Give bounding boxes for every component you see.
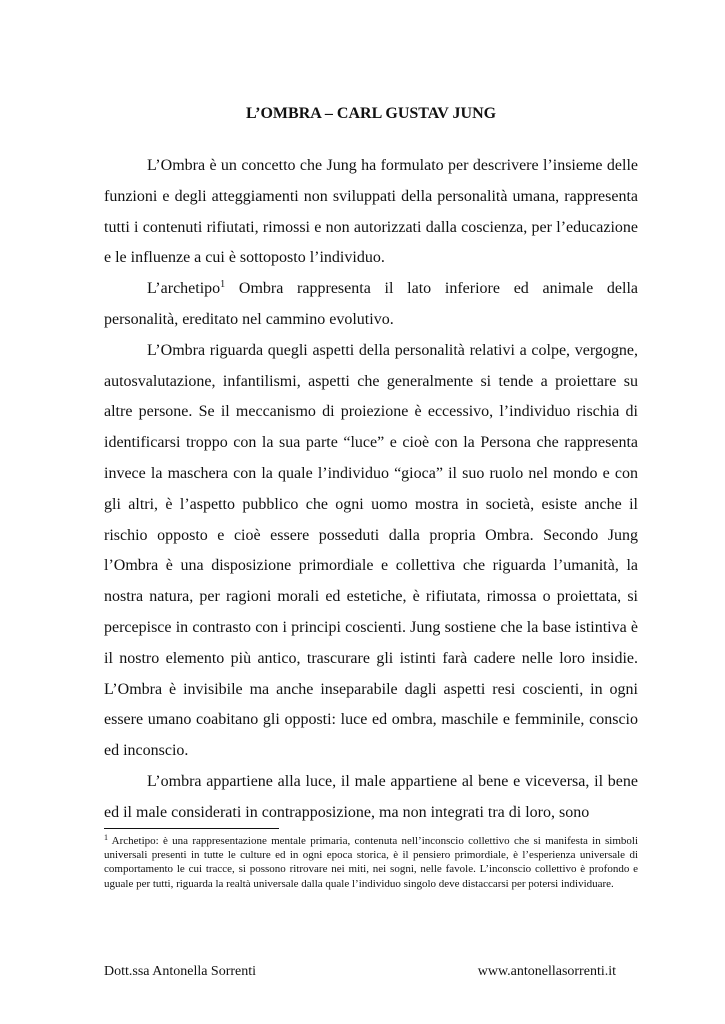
page-title: L’OMBRA – CARL GUSTAV JUNG	[245, 105, 497, 122]
footer-author: Dott.ssa Antonella Sorrenti	[104, 964, 257, 979]
paragraph-1: L’Ombra è un concetto che Jung ha formulato per descrivere l’insieme delle funzioni e degli atteggiamenti non sviluppati della personalità umana, rappresenta tutti i contenuti rifiutati, rimossi e non autorizzati dalla coscienza, per l’educazione e le influenze a cui è sottoposto l’individuo.	[104, 157, 638, 267]
footnote-separator	[104, 828, 279, 829]
paragraph-2-rest: Ombra rappresenta il lato inferiore ed animale della personalità, ereditato nel cammino evolutivo.	[104, 280, 638, 328]
paragraph-2-lead: L’archetipo	[147, 280, 221, 298]
footnote	[104, 834, 638, 891]
paragraph-4: L’ombra appartiene alla luce, il male appartiene al bene e viceversa, il bene ed il male considerati in contrapposizione, ma non integrati tra di loro, sono	[104, 772, 638, 821]
paragraph-2	[104, 274, 638, 336]
footnote-text: Archetipo: è una rappresentazione mentale primaria, contenuta nell’inconscio collettivo che si manifesta in simboli universali presenti in tutte le culture ed in ogni epoca storica, è il pensiero primordiale, è l’esperienza universale di comportamento le cui tracce, si possono ritrovare nei miti, nei sogni, nelle favole. L’inconscio collettivo è profondo e uguale per tutti, riguarda la realtà universale dalla quale l’individuo singolo deve distaccarsi per potersi individuare.	[104, 835, 638, 890]
body-text	[104, 151, 638, 829]
footnote-reference: 1	[220, 279, 226, 291]
footer-website: www.antonellasorrenti.it	[477, 964, 616, 979]
footnote-number: 1	[104, 833, 108, 842]
paragraph-3: L’Ombra riguarda quegli aspetti della personalità relativi a colpe, vergogne, autosvalutazione, infantilismi, aspetti che generalmente si tende a proiettare su altre persone. Se il meccanismo di proiezione è eccessivo, l’individuo rischia di identificarsi troppo con la sua parte “luce” e cioè con la Persona che rappresenta invece la maschera con la quale l’individuo “gioca” il suo ruolo nel mondo e con gli altri, è l’aspetto pubblico che ogni uomo mostra in società, esiste anche il rischio opposto e cioè essere posseduti dalla propria Ombra. Secondo Jung l’Ombra è una disposizione primordiale e collettiva che riguarda l’umanità, la nostra natura, per ragioni morali ed estetiche, è rifiutata, rimossa o proiettata, si percepisce in contrasto con i principi coscienti. Jung sostiene che la base istintiva è il nostro elemento più antico, trascurare gli istinti farà cadere nelle loro insidie. L’Ombra è invisibile ma anche inseparabile dagli aspetti resi coscienti, in ogni essere umano coabitano gli opposti: luce ed ombra, maschile e femminile, conscio ed inconscio.	[104, 341, 638, 760]
